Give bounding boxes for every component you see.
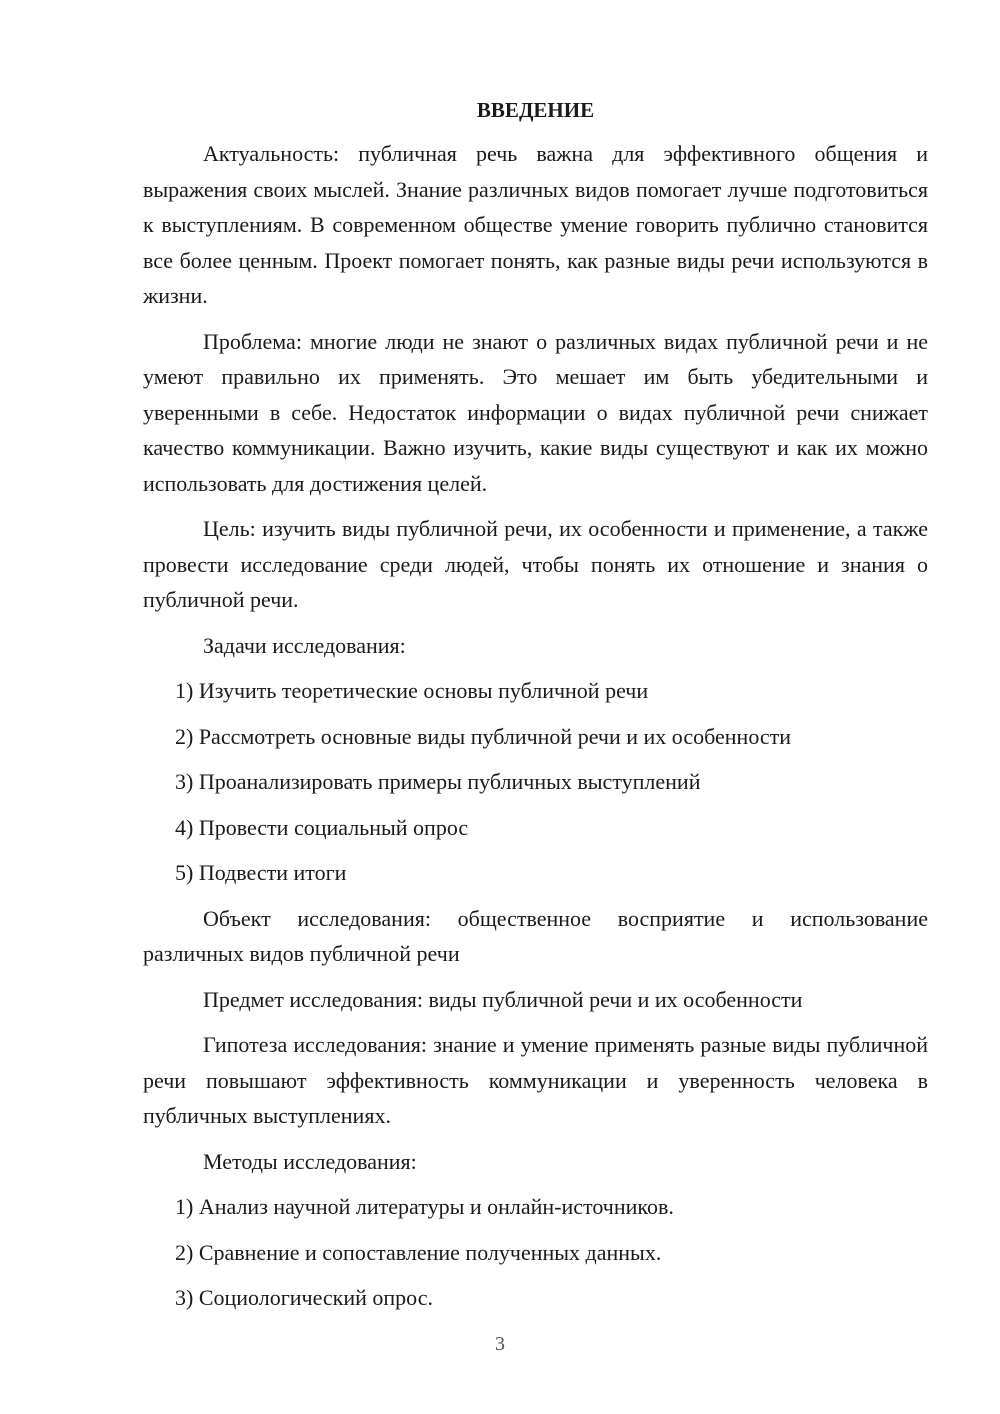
list-item: 2) Сравнение и сопоставление полученных данных.: [175, 1239, 662, 1265]
methods-list: [143, 1189, 928, 1316]
page-number: 3: [495, 1333, 505, 1355]
methods-heading: Методы исследования:: [203, 1148, 417, 1174]
relevance-paragraph: Актуальность: публичная речь важна для эффективного общения и выражения своих мыслей. Знание различных видов помогает лучше подготовиться к выступлениям. В современном обществе умение говорить публично становится все более ценным. Проект помогает понять, как разные виды речи используются в жизни.: [143, 141, 928, 308]
subject-paragraph: Предмет исследования: виды публичной речи и их особенности: [203, 986, 803, 1012]
list-item: 3) Социологический опрос.: [175, 1285, 433, 1310]
document-page: [143, 90, 928, 1326]
tasks-list: [143, 673, 928, 891]
list-item: 3) Проанализировать примеры публичных выступлений: [175, 769, 701, 794]
list-item: 2) Рассмотреть основные виды публичной речи и их особенности: [175, 723, 792, 749]
list-item: 5) Подвести итоги: [175, 860, 347, 885]
problem-paragraph: Проблема: многие люди не знают о различных видах публичной речи и не умеют правильно их применять. Это мешает им быть убедительными и уверенными в себе. Недостаток информации о видах публичной речи снижает качество коммуникации. Важно изучить, какие виды существуют и как их можно использовать для достижения целей.: [143, 328, 928, 496]
section-title: ВВЕДЕНИЕ: [476, 98, 595, 122]
list-item: 1) Анализ научной литературы и онлайн-источников.: [175, 1194, 674, 1219]
hypothesis-paragraph: Гипотеза исследования: знание и умение применять разные виды публичной речи повышают эффективность коммуникации и уверенность человека в публичных выступлениях.: [143, 1032, 928, 1128]
list-item: 4) Провести социальный опрос: [175, 814, 469, 840]
object-paragraph: Объект исследования: общественное восприятие и использование различных видов публичной речи: [143, 905, 928, 966]
list-item: 1) Изучить теоретические основы публичной речи: [175, 678, 649, 703]
goal-paragraph: Цель: изучить виды публичной речи, их особенности и применение, а также провести исследование среди людей, чтобы понять их отношение и знания о публичной речи.: [143, 516, 928, 612]
tasks-heading: Задачи исследования:: [203, 632, 406, 658]
